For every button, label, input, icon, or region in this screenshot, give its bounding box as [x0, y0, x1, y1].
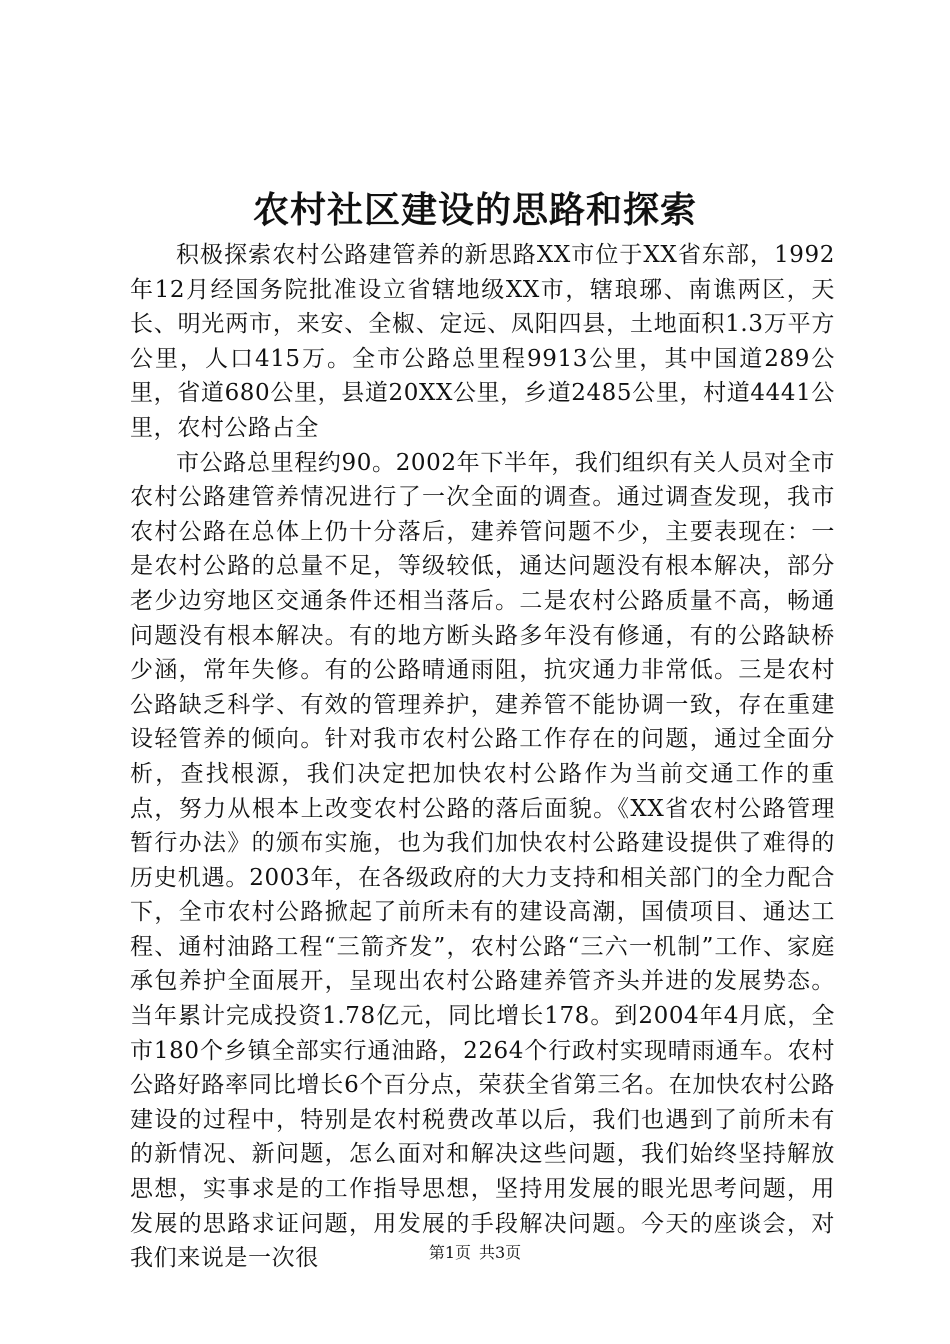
page-total: 共3页 [479, 1243, 522, 1262]
page-number: 第1页 [428, 1243, 471, 1262]
paragraph-2: 市公路总里程约90。2002年下半年，我们组织有关人员对全市农村公路建管养情况进行了一次全面的调查。通过调查发现，我市农村公路在总体上仍十分落后，建养管问题不少，主要表现在：一是农村公路的总量不足，等级较低，通达问题没有根本解决，部分老少边穷地区交通条件还相当落后。二是农村公路质量不高，畅通问题没有根本解决。有的地方断头路多年没有修通，有的公路缺桥少涵，常年失修。有的公路晴通雨阻，抗灾通力非常低。三是农村公路缺乏科学、有效的管理养护，建养管不能协调一致，存在重建设轻管养的倾向。针对我市农村公路工作存在的问题，通过全面分析，查找根源，我们决定把加快农村公路作为当前交通工作的重点，努力从根本上改变农村公路的落后面貌。《XX省农村公路管理暂行办法》的颁布实施，也为我们加快农村公路建设提供了难得的历史机遇。2003年，在各级政府的大力支持和相关部门的全力配合下，全市农村公路掀起了前所未有的建设高潮，国债项目、通达工程、通村油路工程“三箭齐发”，农村公路“三六一机制”工作、家庭承包养护全面展开，呈现出农村公路建养管齐头并进的发展势态。当年累计完成投资1.78亿元，同比增长178。到2004年4月底，全市180个乡镇全部实行通油路，2264个行政村实现晴雨通车。农村公路好路率同比增长6个百分点，荣获全省第三名。在加快农村公路建设的过程中，特别是农村税费改革以后，我们也遇到了前所未有的新情况、新问题，怎么面对和解决这些问题，我们始终坚持解放思想，实事求是的工作指导思想，坚持用发展的眼光思考问题，用发展的思路求证问题，用发展的手段解决问题。今天的座谈会，对我们来说是一次很 [130, 449, 835, 1272]
page-footer [0, 1241, 950, 1265]
document-title: 农村社区建设的思路和探索 [252, 189, 697, 231]
document-body [130, 238, 835, 1276]
paragraph-1: 积极探索农村公路建管养的新思路XX市位于XX省东部，1992年12月经国务院批准设立省辖地级XX市，辖琅琊、南谯两区，天长、明光两市，来安、全椒、定远、凤阳四县，土地面积1.3万平方公里，人口415万。全市公路总里程9913公里，其中国道289公里，省道680公里，县道20XX公里，乡道2485公里，村道4441公里，农村公路占全 [130, 242, 835, 441]
